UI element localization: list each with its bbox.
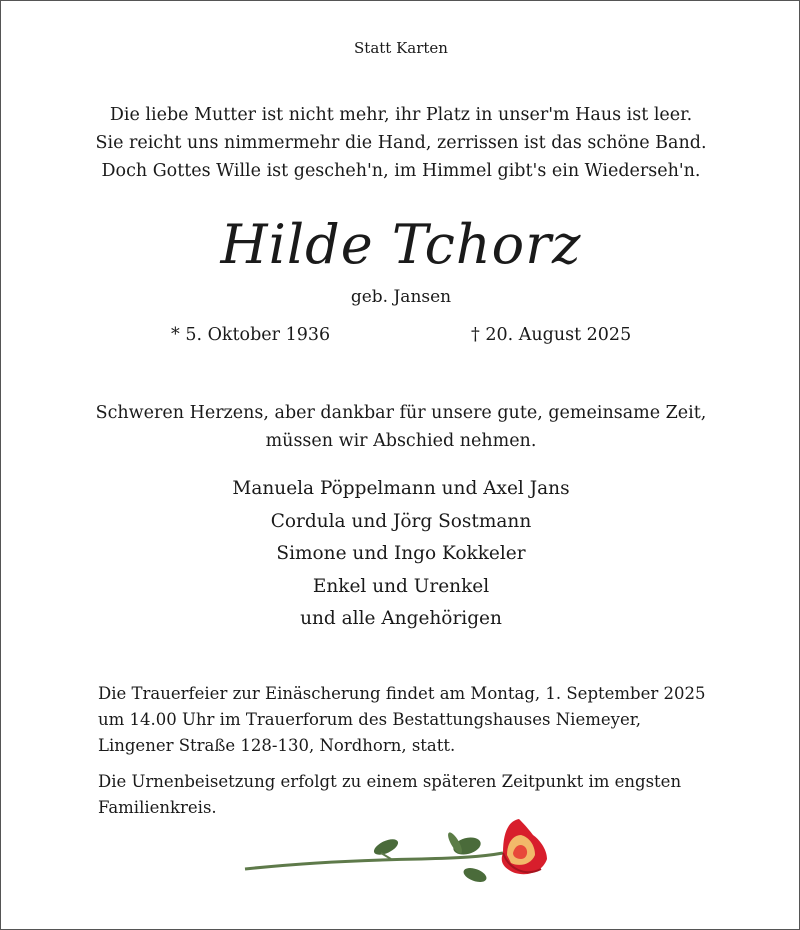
poem-line: Die liebe Mutter ist nicht mehr, ihr Platz in unser'm Haus ist leer.	[109, 105, 693, 125]
burial-notice: Die Urnenbeisetzung erfolgt zu einem späteren Zeitpunkt im engsten Familienkreis.	[98, 772, 682, 817]
farewell-text	[1, 399, 800, 455]
birth-date: * 5. Oktober 1936	[171, 325, 331, 345]
poem-line: Sie reicht uns nimmermehr die Hand, zerrissen ist das schöne Band.	[95, 133, 707, 153]
mourner-entry: und alle Angehörigen	[300, 608, 502, 629]
maiden-name: geb. Jansen	[350, 287, 452, 307]
mourners-list	[1, 473, 800, 636]
mourner-entry: Cordula und Jörg Sostmann	[270, 510, 532, 532]
farewell-line: müssen wir Abschied nehmen.	[265, 431, 537, 451]
deceased-name: Hilde Tchorz	[220, 213, 582, 276]
mourner-entry: Simone und Ingo Kokkeler	[276, 543, 526, 564]
death-date: † 20. August 2025	[471, 325, 632, 345]
mourner-entry: Enkel und Urenkel	[312, 575, 490, 597]
ceremony-notice: Die Trauerfeier zur Einäscherung findet am Montag, 1. September 2025 um 14.00 Uhr im Trauerforum des Bestattungshauses Niemeyer, Lingener Straße 128-130, Nordhorn, statt.	[98, 684, 706, 755]
poem-line: Doch Gottes Wille ist gescheh'n, im Himmel gibt's ein Wiederseh'n.	[101, 161, 701, 181]
farewell-line: Schweren Herzens, aber dankbar für unsere gute, gemeinsame Zeit,	[95, 403, 707, 423]
rose-icon	[241, 813, 561, 893]
header-note: Statt Karten	[354, 39, 448, 57]
poem	[1, 101, 800, 185]
mourner-entry: Manuela Pöppelmann und Axel Jans	[232, 478, 570, 499]
